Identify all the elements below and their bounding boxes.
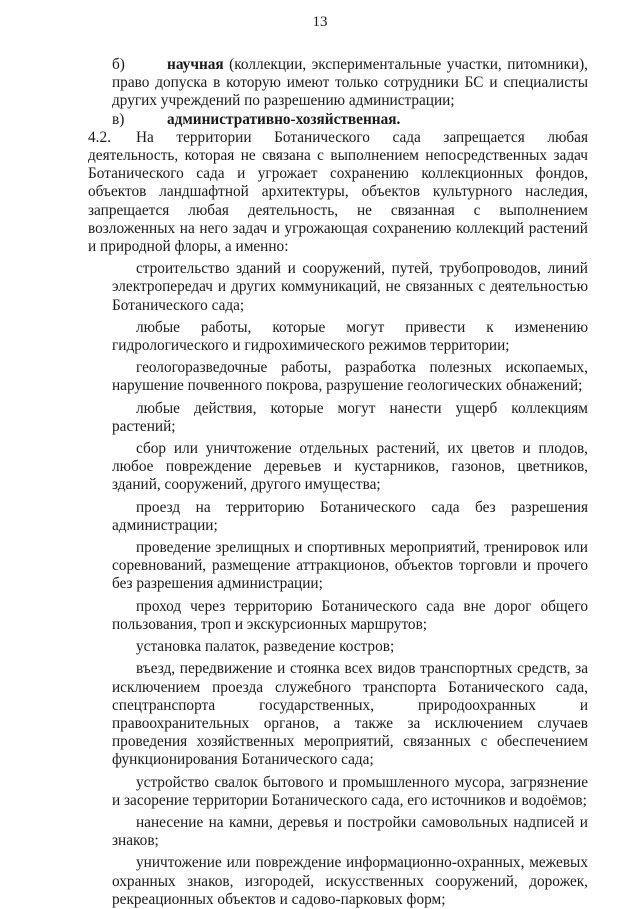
list-item: уничтожение или повреждение информационно-охранных, межевых охранных знаков, изгородей, искусственных сооружений, дорожек, рекреационных объектов и садово-парковых форм; [112,854,588,908]
clause-4-2 [88,129,588,256]
list-item: проход через территорию Ботанического сада вне дорог общего пользования, троп и экскурсионных маршрутов; [112,597,588,633]
clause-number: 4.2. [88,128,111,146]
list-item: любые работы, которые могут привести к изменению гидрологического и гидрохимического режимов территории; [112,318,588,355]
document-body [88,56,589,909]
item-term: научная [167,56,224,73]
list-item: проезд на территорию Ботанического сада без разрешения администрации; [112,498,588,534]
item-tail: . [396,110,401,128]
list-item-v [112,111,588,129]
prohibition-list [112,260,588,909]
list-item: геологоразведочные работы, разработка полезных ископаемых, нарушение почвенного покрова, разрушение геологических обнажений; [112,359,588,395]
list-item-b [112,56,588,111]
item-label: в) [112,110,125,128]
item-term: административно-хозяйственная [167,110,397,128]
list-item: сбор или уничтожение отдельных растений, их цветов и плодов, любое повреждение деревьев и кустарников, газонов, цветников, зданий, сооружений, другого имущества; [112,440,588,494]
item-text: (коллекции, экспериментальные участки, питомники), право допуска в которую имеют только сотрудники БС и специалисты других учреждений по разрешению администрации; [112,56,589,110]
clause-text: На территории Ботанического сада запрещается любая деятельность, которая не связана с выполнением непосредственных задач Ботанического сада и угрожает сохранению коллекционных фондов, объектов ландшафтной архитектуры, объектов культурного наследия, запрещается любая деятельность, не связанная с выполнением возложенных на него задач и угрожающая сохранению коллекций растений и природной флоры, а именно: [88,128,588,256]
page-number: 13 [312,14,328,30]
list-item: проведение зрелищных и спортивных мероприятий, тренировок или соревнований, размещение аттракционов, объектов торговли и прочего без разрешения администрации; [112,539,588,593]
item-label: б) [112,56,125,73]
list-item: любые действия, которые могут нанести ущерб коллекциям растений; [112,399,588,435]
list-item: въезд, передвижение и стоянка всех видов транспортных средств, за исключением проезда служебного транспорта Ботанического сада, спецтранспорта государственных, природоохранных и правоохранительных органов, а также за исключением случаев проведения хозяйственных мероприятий, связанных с обеспечением функционирования Ботанического сада; [112,660,588,769]
list-item: нанесение на камни, деревья и постройки самовольных надписей и знаков; [112,813,588,850]
list-item: установка палаток, разведение костров; [136,638,395,656]
list-item: строительство зданий и сооружений, путей, трубопроводов, линий электропередач и других коммуникаций, не связанных с деятельностью Ботанического сада; [112,260,588,314]
list-item: устройство свалок бытового и промышленного мусора, загрязнение и засорение территории Ботанического сада, его источников и водоёмов; [112,773,588,809]
